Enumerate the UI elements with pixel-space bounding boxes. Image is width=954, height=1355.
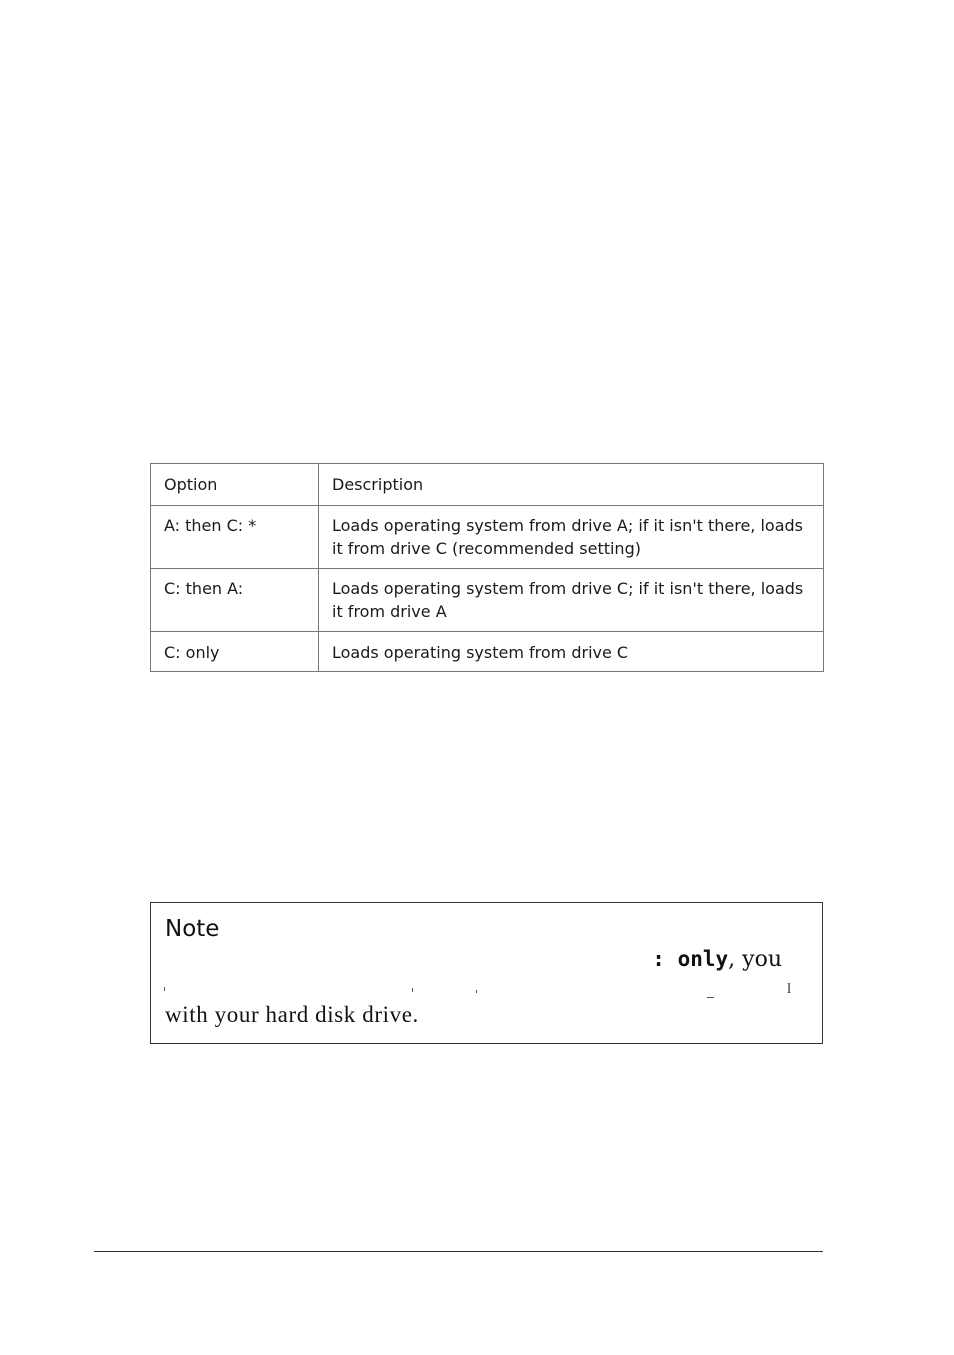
table-header-row: [151, 464, 824, 506]
note-text-tail: , you: [728, 947, 782, 972]
option-cell: C: only: [151, 632, 319, 672]
text-fragment: l: [787, 981, 792, 997]
note-code-text: : only: [652, 947, 729, 971]
note-box: [150, 902, 823, 1044]
option-cell: A: then C: *: [151, 506, 319, 569]
note-text-line-2: with your hard disk drive.: [165, 1002, 419, 1027]
note-text-line-1: [652, 947, 782, 972]
description-cell: Loads operating system from drive C: [319, 632, 824, 672]
note-bottom-rule: [150, 1043, 823, 1044]
table-row: [151, 506, 824, 569]
description-cell: Loads operating system from drive C; if it isn't there, loads it from drive A: [319, 569, 824, 632]
description-cell: Loads operating system from drive A; if it isn't there, loads it from drive C (recommended setting): [319, 506, 824, 569]
text-fragment: [476, 990, 477, 993]
text-fragment: [164, 987, 165, 991]
option-cell: C: then A:: [151, 569, 319, 632]
option-column-header: Option: [151, 464, 319, 506]
note-title: Note: [165, 916, 220, 942]
table-row: [151, 632, 824, 672]
boot-options-table: [150, 463, 824, 672]
description-column-header: Description: [319, 464, 824, 506]
table-row: [151, 569, 824, 632]
footer-rule: [94, 1251, 823, 1252]
text-fragment: [412, 988, 413, 992]
text-fragment: [707, 997, 714, 998]
